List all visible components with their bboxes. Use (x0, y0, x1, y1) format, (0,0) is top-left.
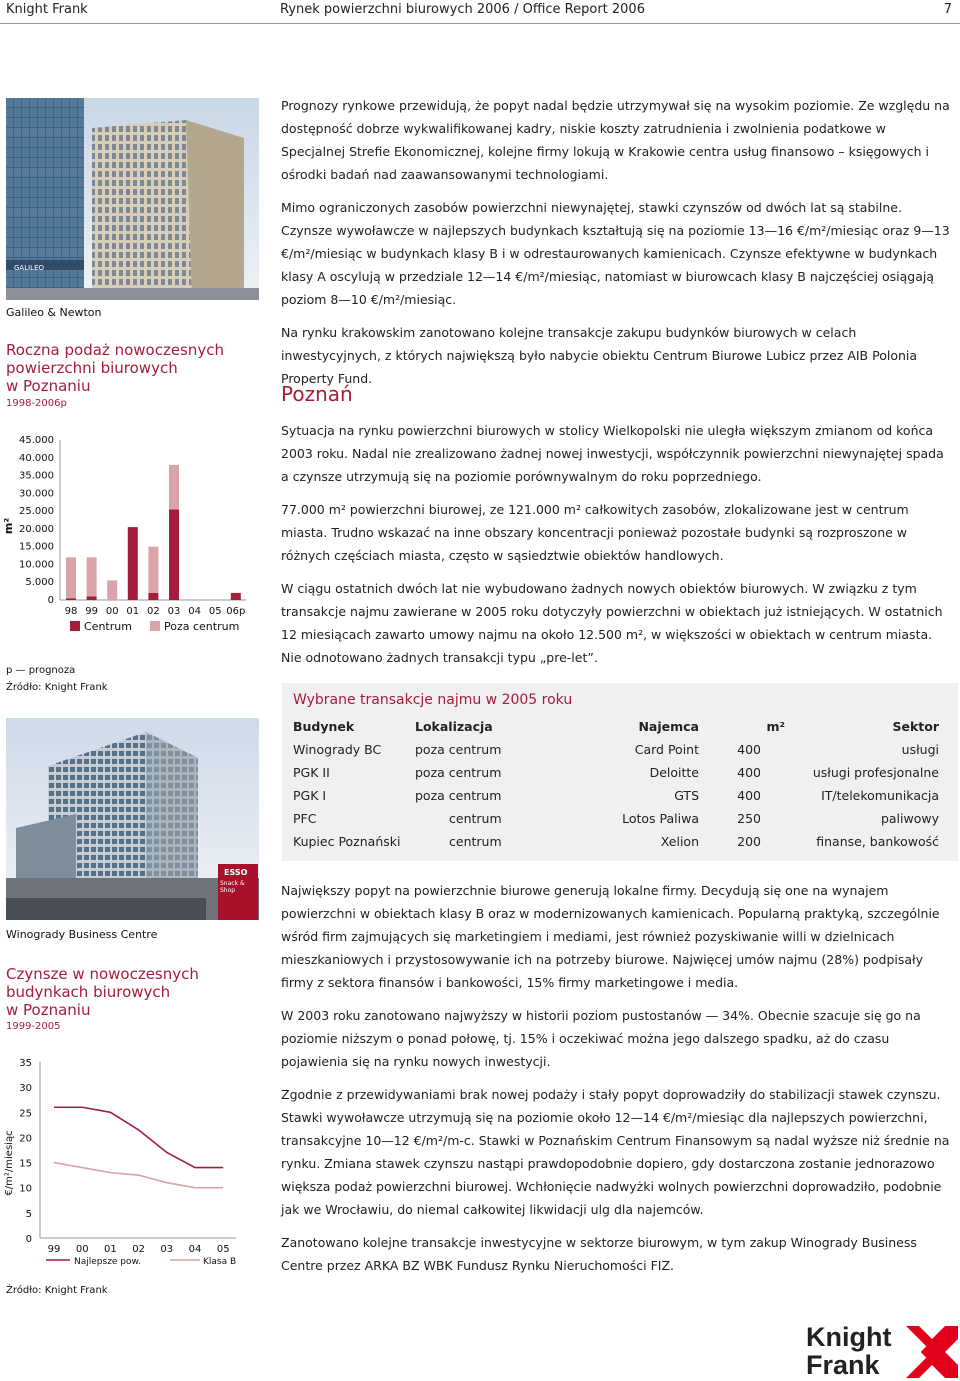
cell-area: 250 (737, 811, 761, 826)
header-report-title: Rynek powierzchni biurowych 2006 / Office Report 2006 (280, 2, 645, 17)
x-tick-label: 99 (47, 1244, 61, 1255)
page-number: 7 (943, 2, 952, 17)
x-tick-label: 99 (85, 606, 98, 617)
col-header-tenant: Najemca (638, 719, 699, 734)
paragraph: Największy popyt na powierzchnie biurowe generują lokalne firmy. Decydują się one na wynajem powierzchni w obiektach klasy B oraz w modernizowanych kamienicach. Popularną praktyką, szczególnie wśród firm zajmujących się marketingiem i mediami, jest również pozyskiwanie willi w dzielnicach mieszkaniowych i przystosowywanie ich na potrzeby biurowe. Najwięcej umów najmu (28%) podpisały firmy z sektora finansów i bankowości, 15% firmy marketingowe i media. (281, 883, 940, 990)
esso-sign: ESSO (224, 868, 248, 877)
paragraph: W 2003 roku zanotowano najwyższy w historii poziom pustostanów — 34%. Obecnie szacuje się go na poziomie niższym o ponad połowę, tj. 15% i oczekiwać można jego dalszego spadku, aż do czasu pojawienia się na rynku nowych inwestycji. (281, 1008, 921, 1069)
galileo-newton-caption: Galileo & Newton (6, 306, 102, 319)
cell-location: centrum (449, 834, 502, 849)
x-tick-label: 01 (104, 1244, 117, 1255)
y-tick-label: 35.000 (19, 470, 54, 482)
chart1-title-line: Roczna podaż nowoczesnych (6, 341, 224, 359)
x-tick-label: 04 (188, 1244, 202, 1255)
series-line-najlepsze (54, 1107, 223, 1167)
y-tick-label: 0 (47, 595, 54, 606)
paragraph: Zanotowano kolejne transakcje inwestycyjne w sektorze biurowym, w tym zakup Winogrady Business Centre przez ARKA BZ WBK Fundusz Rynku Nieruchomości FIZ. (281, 1235, 917, 1273)
galileo-newton-photo (6, 98, 259, 300)
transactions-table (293, 715, 939, 853)
y-tick-label: 5 (25, 1208, 32, 1220)
y-axis-label: €/m²/miesiąc (4, 1130, 15, 1196)
legend-label: Klasa B (203, 1257, 237, 1267)
bar-poza-centrum (148, 547, 158, 593)
table-row (293, 784, 939, 807)
y-tick-label: 10 (19, 1183, 32, 1195)
cell-sector: usługi (901, 742, 939, 757)
x-tick-label: 06p (226, 606, 246, 617)
chart2-source: Źródło: Knight Frank (6, 1285, 108, 1296)
cell-location: centrum (449, 811, 502, 826)
cell-area: 400 (737, 765, 761, 780)
table-header-row (293, 715, 939, 738)
cell-building: Winogrady BC (293, 742, 382, 757)
y-tick-label: 30 (19, 1083, 32, 1095)
x-tick-label: 00 (75, 1244, 89, 1255)
cell-area: 200 (737, 834, 761, 849)
chart2-dates: 1999-2005 (6, 1021, 61, 1032)
y-tick-label: 15.000 (19, 541, 54, 553)
cell-location: poza centrum (415, 765, 502, 780)
bar-centrum (87, 596, 97, 600)
x-tick-label: 04 (188, 606, 201, 617)
col-header-building: Budynek (293, 719, 355, 734)
logo-text-knight: Knight (806, 1322, 892, 1352)
y-tick-label: 35 (19, 1058, 32, 1069)
table-title: Wybrane transakcje najmu w 2005 roku (293, 692, 573, 708)
cell-tenant: GTS (674, 788, 699, 803)
supply-bar-chart (0, 428, 258, 668)
chart2-title-line: Czynsze w nowoczesnych (6, 965, 199, 983)
paragraph: Na rynku krakowskim zanotowano kolejne transakcje zakupu budynków biurowych w celach inwestycyjnych, z których największą było nabycie obiektu Centrum Biurowe Lubicz przez AIB Polonia Property Fund. (281, 325, 918, 386)
chart1-title-line: w Poznaniu (6, 377, 91, 395)
y-tick-label: 20.000 (19, 523, 54, 535)
chart1-note: p — prognoza (6, 665, 76, 676)
y-axis-label: m² (2, 517, 15, 535)
paragraph: Prognozy rynkowe przewidują, że popyt nadal będzie utrzymywał się na wysokim poziomie. Ze względu na dostępność dobrze wykwalifikowanej kadry, niskie koszty zatrudnienia i zwolnienia podatkowe w Specjalnej Strefie Ekonomicznej, kolejne firmy lokują w Krakowie centra usług finansowo – księgowych i ośrodki badań nad zaawansowanymi technologiami. (281, 98, 950, 182)
x-tick-label: 05 (216, 1244, 230, 1255)
bar-centrum (231, 593, 241, 600)
cell-tenant: Xelion (660, 834, 699, 849)
y-tick-label: 10.000 (19, 559, 54, 571)
table-row (293, 738, 939, 761)
chart2-title-line: budynkach biurowych (6, 983, 171, 1001)
cell-sector: usługi profesjonalne (812, 765, 939, 780)
y-tick-label: 40.000 (19, 452, 54, 464)
bar-centrum (66, 598, 76, 600)
x-tick-label: 02 (147, 606, 160, 617)
chart1-source: Źródło: Knight Frank (6, 682, 108, 693)
y-tick-label: 20 (19, 1133, 32, 1145)
paragraph: W ciągu ostatnich dwóch lat nie wybudowano żadnych nowych obiektów biurowych. W związku z tym transakcje najmu zawierane w 2005 roku dotyczyły powierzchni w obiektach już istniejących. W ostatnich 12 miesiącach zawarto umowy najmu na około 12.500 m², w większości w obiektach w centrum miasta. Nie odnotowano żadnych transakcji typu „pre-let”. (281, 581, 943, 665)
bar-centrum (148, 593, 158, 600)
cell-location: poza centrum (415, 742, 502, 757)
table-row (293, 761, 939, 784)
cell-sector: paliwowy (880, 811, 939, 826)
cell-building: PGK II (293, 765, 330, 780)
legend-swatch (150, 621, 160, 631)
col-header-area: m² (766, 719, 785, 734)
cell-building: PGK I (293, 788, 327, 803)
logo-mark-icon (906, 1326, 958, 1378)
y-tick-label: 30.000 (19, 488, 54, 500)
intro-text (281, 94, 953, 400)
table-row (293, 807, 939, 830)
bar-centrum (169, 509, 179, 600)
y-tick-label: 25 (19, 1108, 32, 1120)
legend-label: Najlepsze pow. (74, 1257, 141, 1267)
series-line-klasa-b (54, 1163, 223, 1188)
cell-tenant: Deloitte (649, 765, 699, 780)
y-tick-label: 15 (19, 1158, 32, 1170)
bar-poza-centrum (87, 557, 97, 596)
y-tick-label: 25.000 (19, 506, 54, 518)
legend-label: Centrum (84, 620, 132, 633)
x-tick-label: 02 (132, 1244, 145, 1255)
chart2-title (6, 965, 199, 1019)
demand-text (281, 879, 953, 1287)
logo-text-frank: Frank (806, 1350, 880, 1380)
galileo-sign: GALILEO (14, 264, 45, 272)
col-header-location: Lokalizacja (415, 719, 493, 734)
chart1-title-line: powierzchni biurowych (6, 359, 178, 377)
paragraph: Zgodnie z przewidywaniami brak nowej podaży i stały popyt doprowadziły do stabilizacji stawek czynszu. Stawki wywoławcze utrzymują się na poziomie około 12—14 €/m²/miesiąc dla najlepszych powierzchni, transakcyjne 10—12 €/m²/m-c. Stawki w Poznańskim Centrum Finansowym są nadal wyższe niż średnie na rynku. Zmiana stawek czynszu nastąpi prawdopodobnie dopiero, gdy dostarczona zostanie jednorazowo większa podaż powierzchni biurowej. Wchłonięcie nadwyżki wolnych powierzchni doprowadziło, podobnie jak we Wrocławiu, do niemal całkowitej likwidacji ulg dla najemców. (281, 1087, 950, 1217)
legend-label: Poza centrum (164, 620, 240, 633)
cell-area: 400 (737, 742, 761, 757)
snack-shop-sign: Snack & Shop (220, 880, 245, 894)
chart1-title (6, 341, 224, 395)
bar-poza-centrum (107, 580, 117, 600)
x-tick-label: 03 (160, 1244, 174, 1255)
x-tick-label: 01 (126, 606, 140, 617)
chart1-dates: 1998-2006p (6, 398, 67, 409)
x-tick-label: 00 (105, 606, 119, 617)
x-tick-label: 98 (64, 606, 78, 617)
col-header-sector: Sektor (892, 719, 939, 734)
x-tick-label: 05 (208, 606, 222, 617)
legend-swatch (70, 621, 80, 631)
page-header (0, 0, 960, 24)
transactions-table-box (282, 683, 958, 861)
poznan-text (281, 419, 953, 679)
cell-tenant: Card Point (634, 742, 699, 757)
table-row (293, 830, 939, 853)
winogrady-photo (6, 718, 259, 920)
paragraph: Sytuacja na rynku powierzchni biurowych w stolicy Wielkopolski nie uległa większym zmianom od końca 2003 roku. Nadal nie zrealizowano żadnej nowej inwestycji, współczynnik powierzchni niewynajętej spada a czynsze utrzymują się na poziomie porównywalnym do roku poprzedniego. (281, 423, 944, 484)
cell-area: 400 (737, 788, 761, 803)
cell-building: Kupiec Poznański (293, 834, 401, 849)
y-tick-label: 5.000 (25, 577, 54, 589)
rent-line-chart (0, 1048, 258, 1278)
cell-location: poza centrum (415, 788, 502, 803)
paragraph: 77.000 m² powierzchni biurowej, ze 121.000 m² całkowitych zasobów, zlokalizowane jest w centrum miasta. Trudno wskazać na inne obszary koncentracji ponieważ pozostałe budynki są rozproszone w różnych częściach miasta, często w sąsiedztwie obiektów handlowych. (281, 502, 909, 563)
cell-tenant: Lotos Paliwa (622, 811, 699, 826)
bar-poza-centrum (169, 465, 179, 509)
cell-building: PFC (293, 811, 317, 826)
header-brand: Knight Frank (6, 2, 88, 17)
y-tick-label: 0 (25, 1234, 32, 1245)
chart2-title-line: w Poznaniu (6, 1001, 91, 1019)
cell-sector: finanse, bankowość (816, 834, 939, 849)
cell-sector: IT/telekomunikacja (821, 788, 939, 803)
bar-poza-centrum (66, 557, 76, 598)
section-heading-poznan: Poznań (281, 382, 353, 406)
paragraph: Mimo ograniczonych zasobów powierzchni niewynajętej, stawki czynszów od dwóch lat są stabilne. Czynsze wywoławcze w najlepszych budynkach kształtują się na poziomie 13—16 €/m²/miesiąc oraz 9—13 €/m²/miesiąc w budynkach klasy B i w odrestaurowanych kamienicach. Czynsze efektywne w budynkach klasy A oscylują w przedziale 12—14 €/m²/miesiąc, natomiast w biurowcach klasy B najczęściej osiągają poziom 8—10 €/m²/miesiąc. (281, 200, 950, 307)
x-tick-label: 03 (167, 606, 181, 617)
bar-centrum (128, 527, 138, 600)
y-tick-label: 45.000 (19, 435, 54, 446)
winogrady-caption: Winogrady Business Centre (6, 928, 158, 941)
